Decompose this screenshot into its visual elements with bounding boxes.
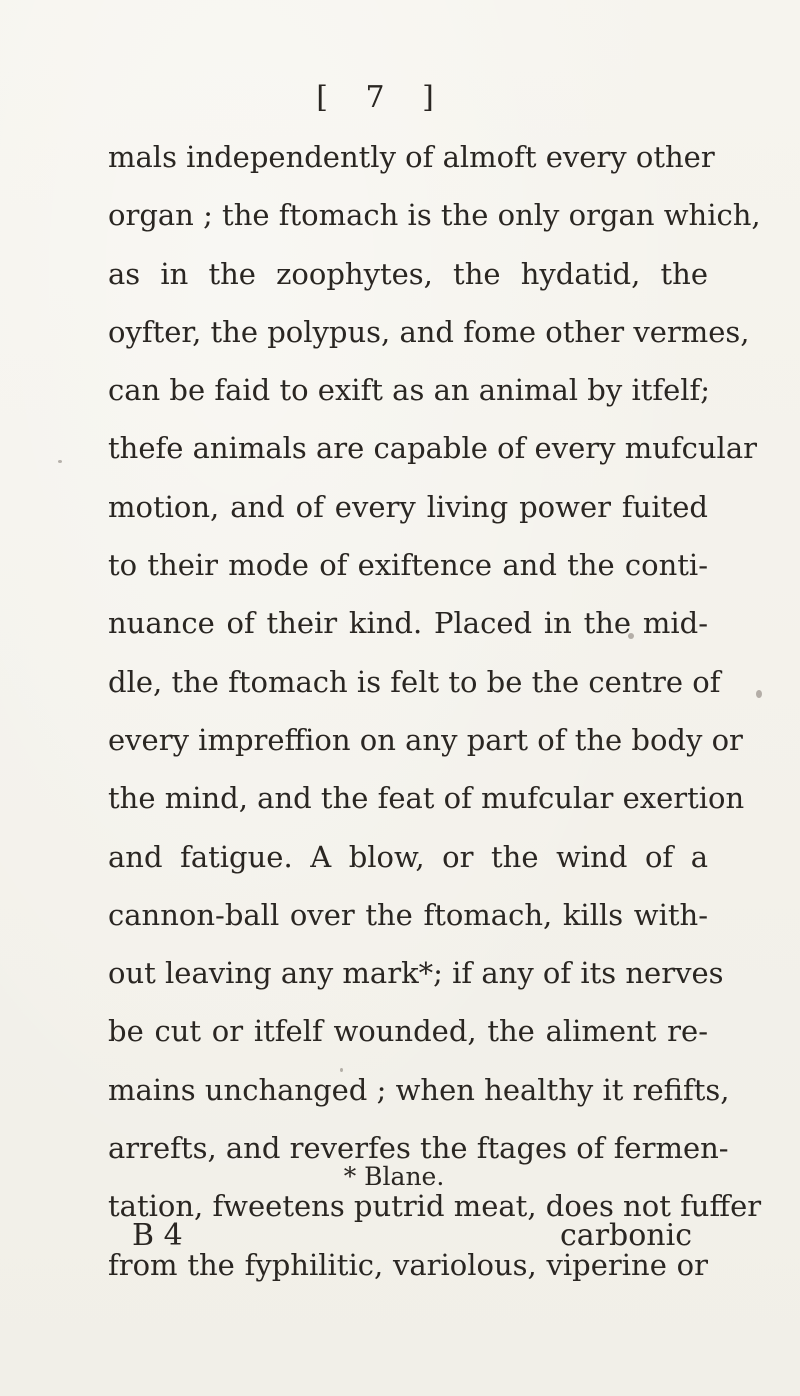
text-line: mains unchanged ; when healthy it refifts,	[108, 1072, 730, 1107]
text-line: as in the zoophytes, the hydatid, the	[108, 256, 708, 291]
text-line: mals independently of almoft every other	[108, 140, 715, 174]
text-line: cannon-ball over the ftomach, kills with-	[108, 897, 708, 932]
text-line: arrefts, and reverfes the ftages of fermen-	[108, 1131, 729, 1166]
page-number: [ 7 ]	[316, 80, 448, 115]
footnote: * Blane.	[343, 1162, 445, 1191]
text-line: to their mode of exiftence and the conti-	[108, 548, 708, 583]
text-line: thefe animals are capable of every mufcular	[108, 431, 757, 466]
signature-mark: B 4	[132, 1218, 183, 1253]
paper-speck	[756, 690, 762, 698]
text-line: organ ; the ftomach is the only organ which,	[108, 198, 761, 233]
paper-speck	[628, 633, 634, 639]
text-line: every impreffion on any part of the body or	[108, 722, 743, 757]
text-line: dle, the ftomach is felt to be the centre of	[108, 664, 721, 699]
text-line: out leaving any mark*; if any of its nerves	[108, 956, 724, 991]
catchword: carbonic	[560, 1218, 693, 1253]
text-line: the mind, and the feat of mufcular exertion	[108, 781, 745, 816]
text-line: motion, and of every living power fuited	[108, 489, 708, 524]
text-line: be cut or itfelf wounded, the aliment re-	[108, 1014, 708, 1049]
body-text	[108, 128, 762, 1294]
text-line: tation, fweetens putrid meat, does not fuffer	[108, 1189, 762, 1224]
paper-speck	[58, 460, 62, 463]
text-line: oyfter, the polypus, and fome other vermes,	[108, 314, 750, 349]
text-line: can be faid to exift as an animal by itfelf;	[108, 373, 711, 408]
text-line: nuance of their kind. Placed in the mid-	[108, 606, 708, 641]
text-line: and fatigue. A blow, or the wind of a	[108, 839, 708, 874]
text-line: from the fyphilitic, variolous, viperine or	[108, 1247, 708, 1282]
paper-speck	[340, 1068, 343, 1072]
